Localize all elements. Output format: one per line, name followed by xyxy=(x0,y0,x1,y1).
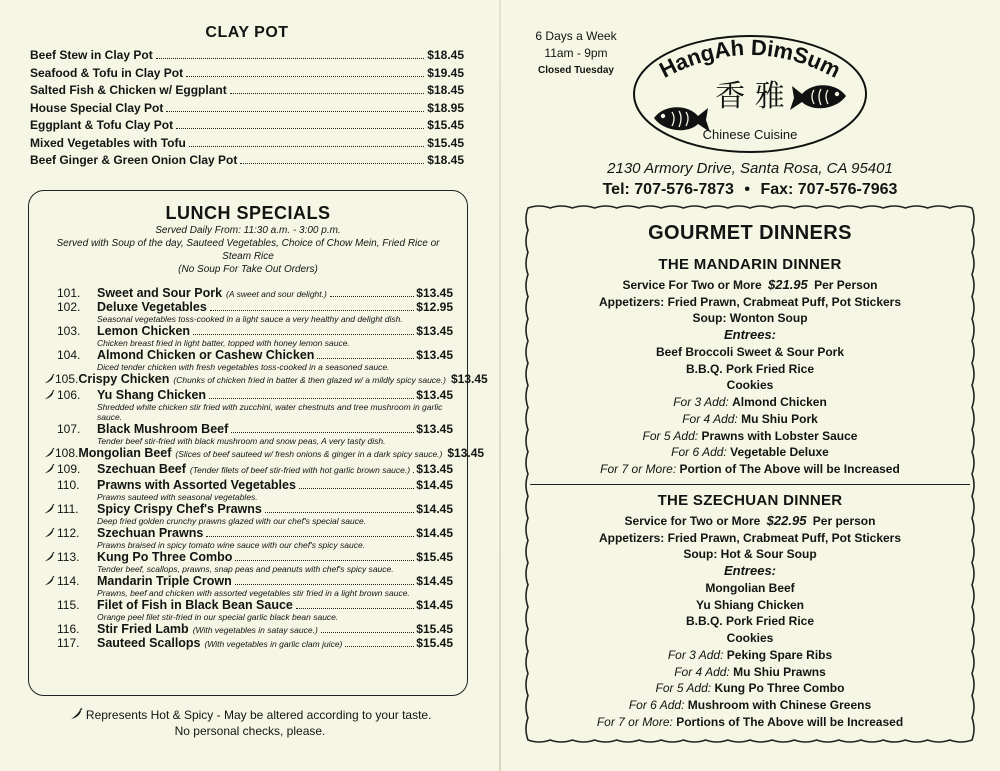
lunch-item-body xyxy=(97,300,453,324)
lunch-item-description: Orange peel filet stir-fried in our special garlic black bean sauce. xyxy=(97,612,339,622)
add-label: For 7 or More: xyxy=(600,461,677,476)
lunch-item-note: (With vegetables in garlic clam juice) xyxy=(204,639,343,649)
lunch-item-number: 117. xyxy=(57,636,80,650)
clay-pot-item-price: $18.45 xyxy=(427,48,464,62)
szechuan-title: THE SZECHUAN DINNER xyxy=(657,492,843,509)
lunch-item-number: 107. xyxy=(57,422,81,436)
chili-placeholder xyxy=(43,286,57,300)
lunch-item-number: 101. xyxy=(57,286,81,300)
lunch-item-name: Almond Chicken or Cashew Chicken xyxy=(97,348,315,362)
open-hours: 11am - 9pm xyxy=(544,46,608,60)
lunch-item-line xyxy=(97,574,453,588)
clay-pot-item-name: Beef Ginger & Green Onion Clay Pot xyxy=(30,153,238,167)
clay-pot-title: CLAY POT xyxy=(205,24,289,41)
lunch-item xyxy=(43,574,453,598)
lunch-item-line xyxy=(97,348,453,362)
clay-pot-item-name: Eggplant & Tofu Clay Pot xyxy=(30,118,174,132)
lunch-item-body xyxy=(97,550,453,574)
lunch-item xyxy=(43,348,453,372)
mandarin-title: THE MANDARIN DINNER xyxy=(658,256,842,273)
right-fish-icon xyxy=(790,85,846,110)
mandarin-entree: Cookies xyxy=(726,378,774,393)
dot-leader xyxy=(321,632,414,633)
lunch-item-body xyxy=(78,372,487,388)
lunch-item-name: Sweet and Sour Pork xyxy=(97,286,223,300)
lunch-item xyxy=(43,300,453,324)
lunch-item-body xyxy=(78,446,484,462)
mandarin-service-text: Service For Two or More xyxy=(622,278,762,292)
lunch-item xyxy=(43,636,453,650)
lunch-item-name: Mandarin Triple Crown xyxy=(97,574,232,588)
lunch-hours: Served Daily From: 11:30 a.m. - 3:00 p.m. xyxy=(155,225,341,236)
szechuan-add-row xyxy=(530,664,970,681)
lunch-item-note: (Chunks of chicken fried in batter & then glazed w/ a mildly spicy sauce.) xyxy=(173,375,446,385)
chili-pepper-icon xyxy=(43,446,55,462)
add-item: Portion of The Above will be Increased xyxy=(679,461,900,476)
footnote-spicy: Represents Hot & Spicy - May be altered according to your taste. xyxy=(85,708,432,722)
szechuan-entree: Yu Shiang Chicken xyxy=(695,597,805,612)
closed-day: Closed Tuesday xyxy=(538,65,614,76)
mandarin-per-person: Per Person xyxy=(814,278,878,292)
lunch-item-number: 105. xyxy=(55,372,79,386)
lunch-item-number: 102. xyxy=(57,300,81,314)
add-item: Mu Shiu Prawns xyxy=(733,664,826,679)
lunch-item-name: Sauteed Scallops xyxy=(97,636,201,650)
lunch-specials-box xyxy=(28,190,488,696)
szechuan-dinner-section xyxy=(530,492,970,730)
add-item: Kung Po Three Combo xyxy=(714,681,845,696)
szechuan-service-text: Service for Two or More xyxy=(624,514,761,528)
logo-name: HangAh DimSum xyxy=(655,34,845,83)
clay-pot-row xyxy=(30,48,464,66)
lunch-item-name: Black Mushroom Beef xyxy=(97,422,229,436)
chili-placeholder xyxy=(43,478,57,502)
lunch-item-name: Deluxe Vegetables xyxy=(97,300,207,314)
lunch-item-description: Prawns braised in spicy tomato wine sauce with our chef's spicy sauce. xyxy=(97,540,366,550)
footnote xyxy=(30,707,470,739)
chili-placeholder xyxy=(43,622,57,636)
lunch-item xyxy=(43,286,453,300)
clay-pot-item-name: Salted Fish & Chicken w/ Eggplant xyxy=(30,83,227,97)
lunch-item xyxy=(43,422,453,446)
lunch-item-number: 115. xyxy=(57,598,80,612)
lunch-item-description: Tender beef stir-fried with black mushroom and snow peas, A very tasty dish. xyxy=(97,436,386,446)
lunch-item-price: $13.45 xyxy=(447,446,485,460)
lunch-item-price: $15.45 xyxy=(416,636,453,650)
lunch-item xyxy=(43,478,453,502)
lunch-item-body xyxy=(97,526,453,550)
lunch-item-price: $13.45 xyxy=(416,348,453,362)
mandarin-entrees-label: Entrees: xyxy=(723,327,777,343)
szechuan-adds xyxy=(530,647,970,730)
lunch-item-name: Crispy Chicken xyxy=(78,372,170,386)
cuisine-label: Chinese Cuisine xyxy=(702,127,798,142)
lunch-item-name: Lemon Chicken xyxy=(97,324,191,338)
szechuan-add-row xyxy=(530,697,970,714)
lunch-item-price: $15.45 xyxy=(416,550,453,564)
dot-leader xyxy=(193,334,414,335)
szechuan-per-person: Per person xyxy=(812,514,876,528)
lunch-item-number: 112. xyxy=(57,526,80,540)
lunch-item-description: Tender beef, scallops, prawns, snap peas and peanuts with chef's spicy sauce. xyxy=(97,564,394,574)
lunch-item xyxy=(43,622,453,636)
dot-leader xyxy=(156,58,425,59)
lunch-item-number: 104. xyxy=(57,348,81,362)
telephone: Tel: 707-576-7873 xyxy=(602,181,734,198)
chili-placeholder xyxy=(43,348,57,372)
days-open: 6 Days a Week xyxy=(535,29,617,43)
lunch-item-name: Szechuan Prawns xyxy=(97,526,204,540)
lunch-item-number: 108. xyxy=(55,446,79,460)
szechuan-entrees-label: Entrees: xyxy=(723,563,777,579)
lunch-item-body xyxy=(97,574,453,598)
add-label: For 4 Add: xyxy=(674,664,730,679)
lunch-item-name: Stir Fried Lamb xyxy=(97,622,189,636)
lunch-item xyxy=(43,446,485,462)
hours-block xyxy=(528,28,624,79)
szechuan-entree: B.B.Q. Pork Fried Rice xyxy=(685,614,815,629)
lunch-item-body xyxy=(97,324,453,348)
lunch-item-line xyxy=(97,286,453,300)
lunch-item-number: 113. xyxy=(57,550,80,564)
szechuan-add-row xyxy=(530,714,970,731)
lunch-item-note: (A sweet and sour delight.) xyxy=(226,289,327,299)
lunch-item-name: Spicy Crispy Chef's Prawns xyxy=(97,502,262,516)
dot-leader xyxy=(330,296,414,297)
lunch-item-line xyxy=(97,422,453,436)
lunch-item-number: 103. xyxy=(57,324,81,338)
add-label: For 4 Add: xyxy=(682,411,738,426)
lunch-item-description: Chicken breast fried in light batter, topped with honey lemon sauce. xyxy=(97,338,350,348)
clay-pot-item-price: $19.45 xyxy=(427,65,464,80)
lunch-item-body xyxy=(97,348,453,372)
chili-pepper-icon xyxy=(43,502,57,526)
lunch-item-description: Seasonal vegetables toss-cooked in a light sauce a very healthy and delight dish. xyxy=(97,314,403,324)
lunch-item xyxy=(43,526,453,550)
lunch-item-line xyxy=(97,526,453,540)
clay-pot-item-name: Mixed Vegetables with Tofu xyxy=(30,135,186,150)
lunch-item-number: 106. xyxy=(57,388,81,402)
clay-pot-row xyxy=(30,118,464,136)
lunch-item-line xyxy=(78,446,484,460)
add-item: Peking Spare Ribs xyxy=(726,647,833,662)
lunch-item xyxy=(43,372,488,388)
add-label: For 5 Add: xyxy=(655,681,712,696)
lunch-item-line xyxy=(97,622,453,636)
dot-leader xyxy=(235,560,414,561)
lunch-item-line xyxy=(97,462,453,476)
lunch-item-price: $13.45 xyxy=(416,422,453,436)
chili-placeholder xyxy=(43,300,57,324)
separator-dot: • xyxy=(744,181,750,198)
mandarin-add-row xyxy=(530,461,970,478)
fax: Fax: 707-576-7963 xyxy=(760,181,898,198)
dot-leader xyxy=(210,310,415,311)
lunch-item-name: Yu Shang Chicken xyxy=(97,388,207,402)
lunch-item-description: Shredded white chicken stir fried with zucchini, water chestnuts and tree mushroom in garlic sauce. xyxy=(97,402,443,422)
lunch-item-line xyxy=(97,550,453,564)
add-label: For 3 Add: xyxy=(673,395,729,410)
lunch-item xyxy=(43,388,453,422)
lunch-item-note: (Tender filets of beef stir-fried with hot garlic brown sauce.) xyxy=(189,465,411,475)
szechuan-entree: Cookies xyxy=(726,631,774,646)
lunch-item-body xyxy=(97,462,453,478)
szechuan-appetizers: Appetizers: Fried Prawn, Crabmeat Puff, Pot Stickers xyxy=(598,530,902,545)
lunch-item xyxy=(43,502,453,526)
dot-leader xyxy=(317,358,414,359)
lunch-item-price: $15.45 xyxy=(416,622,453,636)
chili-placeholder xyxy=(43,636,57,650)
lunch-item-price: $14.45 xyxy=(416,598,453,612)
chili-pepper-icon xyxy=(43,574,57,598)
mandarin-adds xyxy=(530,394,970,477)
mandarin-entrees xyxy=(530,344,970,394)
dot-leader xyxy=(240,163,424,164)
chili-pepper-icon xyxy=(43,372,55,388)
add-item: Mu Shiu Pork xyxy=(741,411,818,426)
lunch-item-number: 111. xyxy=(57,502,79,516)
lunch-item-number: 114. xyxy=(57,574,80,588)
mandarin-service xyxy=(530,277,970,294)
chili-placeholder xyxy=(43,422,57,446)
lunch-item-body xyxy=(97,478,453,502)
szechuan-entrees xyxy=(530,580,970,647)
lunch-item xyxy=(43,550,453,574)
clay-pot-item-name: Beef Stew in Clay Pot xyxy=(30,48,153,62)
lunch-item-number: 109. xyxy=(57,462,81,476)
clay-pot-row xyxy=(30,153,464,171)
lunch-item-price: $13.45 xyxy=(450,372,488,386)
dot-leader xyxy=(235,584,415,585)
lunch-takeout-note: (No Soup For Take Out Orders) xyxy=(178,264,318,275)
lunch-item-price: $13.45 xyxy=(416,286,453,300)
dot-leader xyxy=(176,128,424,129)
lunch-item-name: Filet of Fish in Black Bean Sauce xyxy=(97,598,293,612)
chili-pepper-icon xyxy=(43,526,57,550)
lunch-item-name: Prawns with Assorted Vegetables xyxy=(97,478,296,492)
clay-pot-section xyxy=(30,24,464,171)
chili-pepper-icon xyxy=(43,388,57,422)
page-fold xyxy=(499,0,501,771)
lunch-item-body xyxy=(97,598,453,622)
add-item: Portions of The Above will be Increased xyxy=(676,714,904,729)
lunch-item-price: $14.45 xyxy=(416,526,453,540)
lunch-item-number: 110. xyxy=(57,478,80,492)
mandarin-entree: B.B.Q. Pork Fried Rice xyxy=(685,361,815,376)
add-item: Almond Chicken xyxy=(732,395,827,410)
lunch-item-name: Mongolian Beef xyxy=(78,446,172,460)
szechuan-entree: Mongolian Beef xyxy=(705,581,795,596)
lunch-item xyxy=(43,462,453,478)
dinner-divider xyxy=(530,484,970,485)
lunch-item-description: Deep fried golden crunchy prawns glazed with our chef's special sauce. xyxy=(97,516,367,526)
clay-pot-item-price: $15.45 xyxy=(427,135,464,150)
lunch-item-body xyxy=(97,388,453,422)
lunch-item-description: Diced tender chicken with fresh vegetables toss-cooked in a seasoned sauce. xyxy=(97,362,390,372)
lunch-item-line xyxy=(97,324,453,338)
mandarin-add-row xyxy=(530,394,970,411)
address: 2130 Armory Drive, Santa Rosa, CA 95401 xyxy=(607,160,893,177)
clay-pot-item-price: $15.45 xyxy=(427,118,464,132)
lunch-item xyxy=(43,598,453,622)
mandarin-add-row xyxy=(530,444,970,461)
lunch-item-body xyxy=(97,636,453,650)
clay-pot-row xyxy=(30,136,464,154)
szechuan-price: $22.95 xyxy=(766,513,807,528)
dot-leader xyxy=(296,608,414,609)
add-label: For 7 or More: xyxy=(596,714,673,729)
lunch-item-line xyxy=(97,636,453,650)
clay-pot-item-name: House Special Clay Pot xyxy=(30,100,164,115)
clay-pot-item-price: $18.45 xyxy=(427,153,464,167)
add-label: For 6 Add: xyxy=(671,445,727,460)
lunch-item-name: Kung Po Three Combo xyxy=(97,550,233,564)
lunch-item-price: $14.45 xyxy=(416,502,453,516)
clay-pot-list xyxy=(30,48,464,171)
lunch-item-list xyxy=(43,286,488,650)
lunch-served-with: Served with Soup of the day, Sauteed Vegetables, Choice of Chow Mein, Fried Rice or Steam Rice xyxy=(56,238,440,262)
lunch-item-number: 116. xyxy=(57,622,80,636)
dot-leader xyxy=(206,536,414,537)
mandarin-add-row xyxy=(530,428,970,445)
add-label: For 5 Add: xyxy=(642,428,699,443)
lunch-item-price: $13.45 xyxy=(416,388,453,402)
szechuan-soup: Soup: Hot & Sour Soup xyxy=(683,547,817,562)
add-item: Vegetable Deluxe xyxy=(730,445,829,460)
szechuan-service xyxy=(530,513,970,530)
lunch-item-line xyxy=(78,372,487,386)
szechuan-add-row xyxy=(530,647,970,664)
lunch-item-line xyxy=(97,388,453,402)
add-item: Mushroom with Chinese Greens xyxy=(687,697,872,712)
lunch-item-body xyxy=(97,286,453,300)
chili-pepper-icon xyxy=(69,708,83,720)
dot-leader xyxy=(186,76,424,77)
lunch-specials-title: LUNCH SPECIALS xyxy=(165,203,331,223)
lunch-item-name: Szechuan Beef xyxy=(97,462,186,476)
dot-leader xyxy=(209,398,414,399)
lunch-item-price: $14.45 xyxy=(416,574,453,588)
logo-chinese-text: 香 雅 xyxy=(715,79,785,114)
dot-leader xyxy=(166,111,424,112)
clay-pot-item-name: Seafood & Tofu in Clay Pot xyxy=(30,65,184,80)
dot-leader xyxy=(231,432,414,433)
lunch-item-body xyxy=(97,422,453,446)
lunch-item-price: $13.45 xyxy=(416,324,453,338)
lunch-item-note: (With vegetables in satay sauce.) xyxy=(192,625,318,635)
dot-leader xyxy=(299,488,414,489)
dot-leader xyxy=(345,646,414,647)
mandarin-add-row xyxy=(530,411,970,428)
chili-pepper-icon xyxy=(43,462,57,478)
lunch-item-note: (Slices of beef sauteed w/ fresh onions & ginger in a dark spicy sauce.) xyxy=(175,449,443,459)
lunch-item-description: Prawns sauteed with seasonal vegetables. xyxy=(97,492,258,502)
mandarin-dinner xyxy=(530,256,970,478)
lunch-item-price: $12.95 xyxy=(416,300,453,314)
lunch-item-description: Prawns, beef and chicken with assorted vegetables stir fried in a light brown sauce. xyxy=(97,588,410,598)
lunch-item-line xyxy=(97,502,453,516)
lunch-item-line xyxy=(97,478,453,492)
mandarin-appetizers: Appetizers: Fried Prawn, Crabmeat Puff, Pot Stickers xyxy=(598,294,902,309)
phone-fax-line xyxy=(530,181,970,199)
chili-placeholder xyxy=(43,324,57,348)
footnote-checks: No personal checks, please. xyxy=(174,724,326,738)
mandarin-price: $21.95 xyxy=(768,277,808,292)
add-label: For 3 Add: xyxy=(667,647,724,662)
dot-leader xyxy=(189,146,424,147)
mandarin-entree: Beef Broccoli Sweet & Sour Pork xyxy=(655,345,845,360)
lunch-item-body xyxy=(97,502,453,526)
mandarin-soup: Soup: Wonton Soup xyxy=(692,311,808,326)
gourmet-dinners xyxy=(530,222,970,478)
dot-leader xyxy=(413,472,414,473)
lunch-item xyxy=(43,324,453,348)
lunch-item-price: $13.45 xyxy=(416,462,453,476)
lunch-item-price: $14.45 xyxy=(416,478,453,492)
clay-pot-item-price: $18.95 xyxy=(427,100,464,115)
dot-leader xyxy=(265,512,414,513)
chili-placeholder xyxy=(43,598,57,622)
dot-leader xyxy=(230,93,425,94)
clay-pot-row xyxy=(30,66,464,84)
szechuan-dinner xyxy=(530,492,970,730)
add-item: Prawns with Lobster Sauce xyxy=(701,428,858,443)
lunch-item-body xyxy=(97,622,453,636)
clay-pot-row xyxy=(30,83,464,101)
lunch-item-line xyxy=(97,300,453,314)
gourmet-title: GOURMET DINNERS xyxy=(648,222,852,244)
lunch-item-line xyxy=(97,598,453,612)
add-label: For 6 Add: xyxy=(628,697,685,712)
chili-pepper-icon xyxy=(43,550,57,574)
clay-pot-item-price: $18.45 xyxy=(427,83,464,97)
szechuan-add-row xyxy=(530,680,970,697)
clay-pot-row xyxy=(30,101,464,119)
